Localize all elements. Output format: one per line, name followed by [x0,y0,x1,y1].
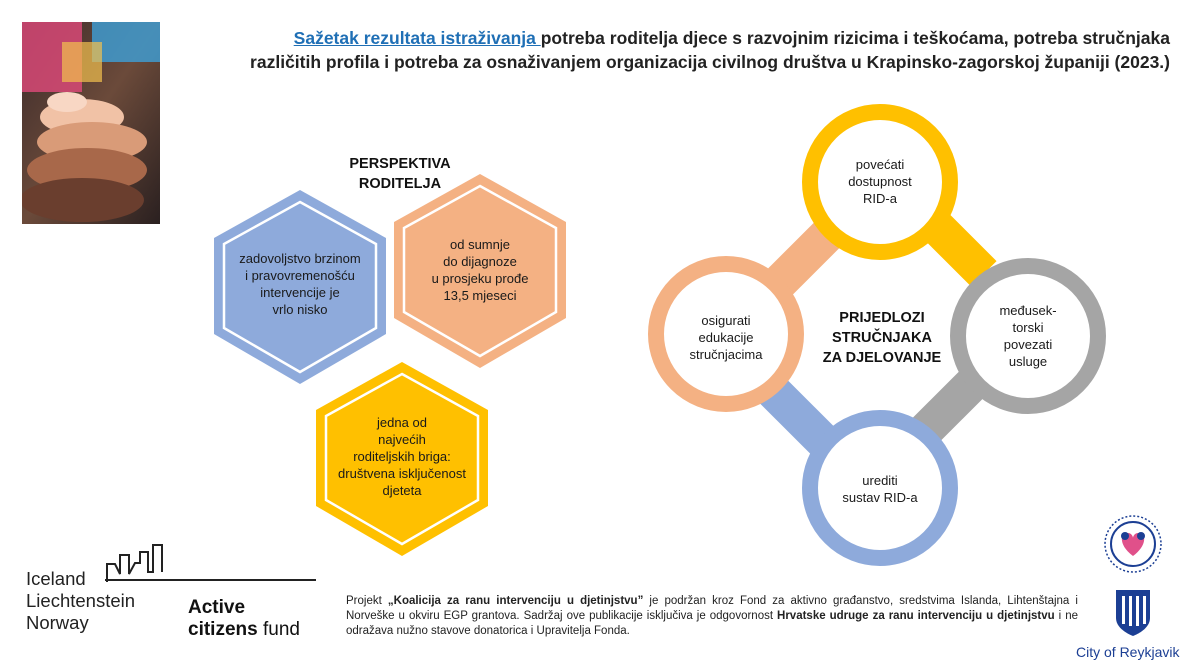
hex-1-line-1: zadovoljstvo brzinom [239,251,361,266]
parents-perspective-heading [330,154,470,194]
active-citizens-fund-logo [188,597,300,641]
ring-intersectoral-text [973,302,1083,370]
hex-2-line-4: 13,5 mjeseci [443,288,517,303]
ring-system-text [825,472,935,506]
ring-1-line-1: povećati [855,157,905,172]
ring-3-line-2: sustav RID-a [842,490,918,505]
parents-heading-line-1: PERSPEKTIVA [349,156,451,172]
expert-proposals-heading [812,308,952,368]
country-iceland: Iceland [26,568,86,589]
title-line-1-rest: potreba roditelja djece s razvojnim rizicima i teškoćama, potreba stručnjaka [540,28,1170,48]
title-line-2: različitih profila i potreba za osnaživanjem organizacija civilnog društva u Krapinsko-zagorskoj županiji (2023.) [250,52,1170,72]
ring-2-line-1: međusek- [999,303,1057,318]
hex-3-line-1: jedna od [377,415,427,430]
hex-2-line-2: do dijagnoze [443,254,517,269]
acf-line-2-rest: fund [257,619,300,640]
country-liechtenstein: Liechtenstein [26,590,136,611]
hex-1-line-2: i pravovremenošću [245,268,355,283]
ring-1-line-3: RID-a [863,191,897,206]
ring-1-line-2: dostupnost [848,174,912,189]
hexagon-diagnosis-time-text [402,236,558,304]
experts-heading-line-1: PRIJEDLOZI [839,310,925,326]
parents-heading-line-2: RODITELJA [358,176,442,192]
city-of-reykjavik-label: City of Reykjavik [1076,644,1180,660]
summary-link[interactable]: Sažetak rezultata istraživanja [293,28,541,48]
hex-3-line-2: najvećih [378,432,426,447]
disclaimer-part-2: je podržan kroz Fond za aktivno građanstvo, sredstvima Islanda, Lihtenštajna i Norveške u okviru EGP grantova. Sadržaj ove publikacije isključiva je odgovornost [346,595,1078,622]
hexagon-satisfaction-text [222,250,378,318]
ring-education-text [671,312,781,363]
acf-line-1: Active [188,597,246,618]
ring-2-line-4: usluge [1008,354,1048,369]
ring-2-line-2: torski [1012,320,1044,335]
hex-3-line-4: društvena isključenost [338,466,466,481]
eea-grants-logo-icon [105,545,316,582]
hex-2-line-1: od sumnje [450,237,510,252]
disclaimer-project-name: „Koalicija za ranu intervenciju u djetinjstvu” [387,595,644,607]
hexagon-social-exclusion-text [316,414,488,499]
hex-1-line-4: vrlo nisko [272,302,328,317]
disclaimer-organization: Hrvatske udruge za ranu intervenciju u djetinjstvu [777,610,1055,622]
disclaimer-part-3: i ne odražava nužno stavove donatorica i Upravitelja Fonda. [346,610,1078,637]
country-norway: Norway [26,612,89,633]
hex-3-line-3: roditeljskih briga: [353,449,451,464]
ring-4-line-3: stručnjacima [689,347,763,362]
disclaimer-part-1: Projekt [346,595,388,607]
hex-1-line-3: intervencije je [260,285,340,300]
ring-4-line-1: osigurati [701,313,751,328]
association-logo-icon [1105,516,1161,572]
hex-2-line-3: u prosjeku prođe [431,271,529,286]
eea-grants-countries [26,568,135,634]
hex-3-line-5: djeteta [382,483,422,498]
ring-3-line-1: urediti [862,473,898,488]
experts-heading-line-2: STRUČNJAKA [832,330,932,346]
funding-disclaimer [346,594,1078,639]
ring-2-line-3: povezati [1003,337,1053,352]
ring-4-line-2: edukacije [698,330,754,345]
ring-availability-text [825,156,935,207]
experts-heading-line-3: ZA DJELOVANJE [822,350,942,366]
acf-line-2-bold: citizens [188,619,258,640]
reykjavik-coat-of-arms-icon [1116,590,1150,636]
